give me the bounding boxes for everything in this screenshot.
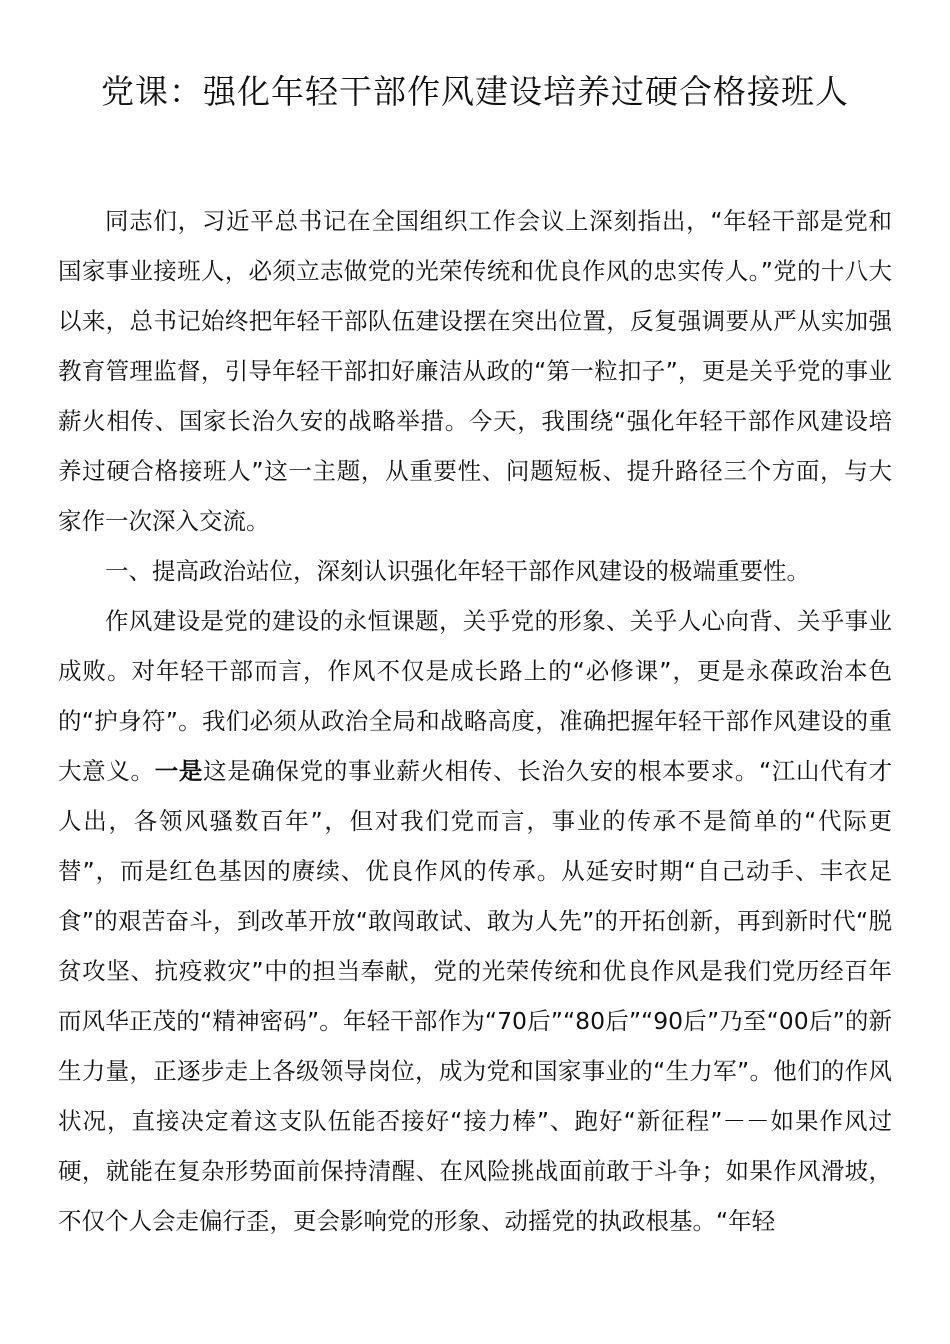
paragraph-text-after-bold: 这是确保党的事业薪火相传、长治久安的根本要求。“江山代有才人出，各领风骚数百年”，但对我们党而言，事业的传承不是简单的“代际更替”，而是红色基因的赓续、优良作风的传承。从延安时期“自己动手、丰衣足食”的艰苦奋斗，到改革开放“敢闯敢试、敢为人先”的开拓创新，再到新时代“脱贫攻坚、抗疫救灾”中的担当奉献，党的光荣传统和优良作风是我们党历经百年而风华正茂的“精神密码”。年轻干部作为“70后”“80后”“90后”乃至“00后”的新生力量，正逐步走上各级领导岗位，成为党和国家事业的“生力军”。他们的作风状况，直接决定着这支队伍能否接好“接力棒”、跑好“新征程”－－如果作风过硬，就能在复杂形势面前保持清醒、在风险挑战面前敢于斗争；如果作风滑坡，不仅个人会走偏行歪，更会影响党的形象、动摇党的执政根基。“年轻 <box>58 757 892 1235</box>
document-title: 党课：强化年轻干部作风建设培养过硬合格接班人 <box>101 72 849 111</box>
document-body <box>58 196 892 1246</box>
section-body-paragraph <box>58 596 892 1246</box>
paragraph-text-before-bold: 作风建设是党的建设的永恒课题，关乎党的形象、关乎人心向背、关乎事业成败。对年轻干部而言，作风不仅是成长路上的“必修课”，更是永葆政治本色的“护身符”。我们必须从政治全局和战略高度，准确把握年轻干部作风建设的重大意义。 <box>58 607 892 785</box>
section-heading-paragraph: 一、提高政治站位，深刻认识强化年轻干部作风建设的极端重要性。 <box>105 557 810 585</box>
bold-enumeration-marker: 一是 <box>154 757 204 785</box>
intro-paragraph: 同志们，习近平总书记在全国组织工作会议上深刻指出，“年轻干部是党和国家事业接班人，必须立志做党的光荣传统和优良作风的忠实传人。”党的十八大以来，总书记始终把年轻干部队伍建设摆在突出位置，反复强调要从严从实加强教育管理监督，引导年轻干部扣好廉洁从政的“第一粒扣子”，更是关乎党的事业薪火相传、国家长治久安的战略举措。今天，我围绕“强化年轻干部作风建设培养过硬合格接班人”这一主题，从重要性、问题短板、提升路径三个方面，与大家作一次深入交流。 <box>58 207 892 535</box>
